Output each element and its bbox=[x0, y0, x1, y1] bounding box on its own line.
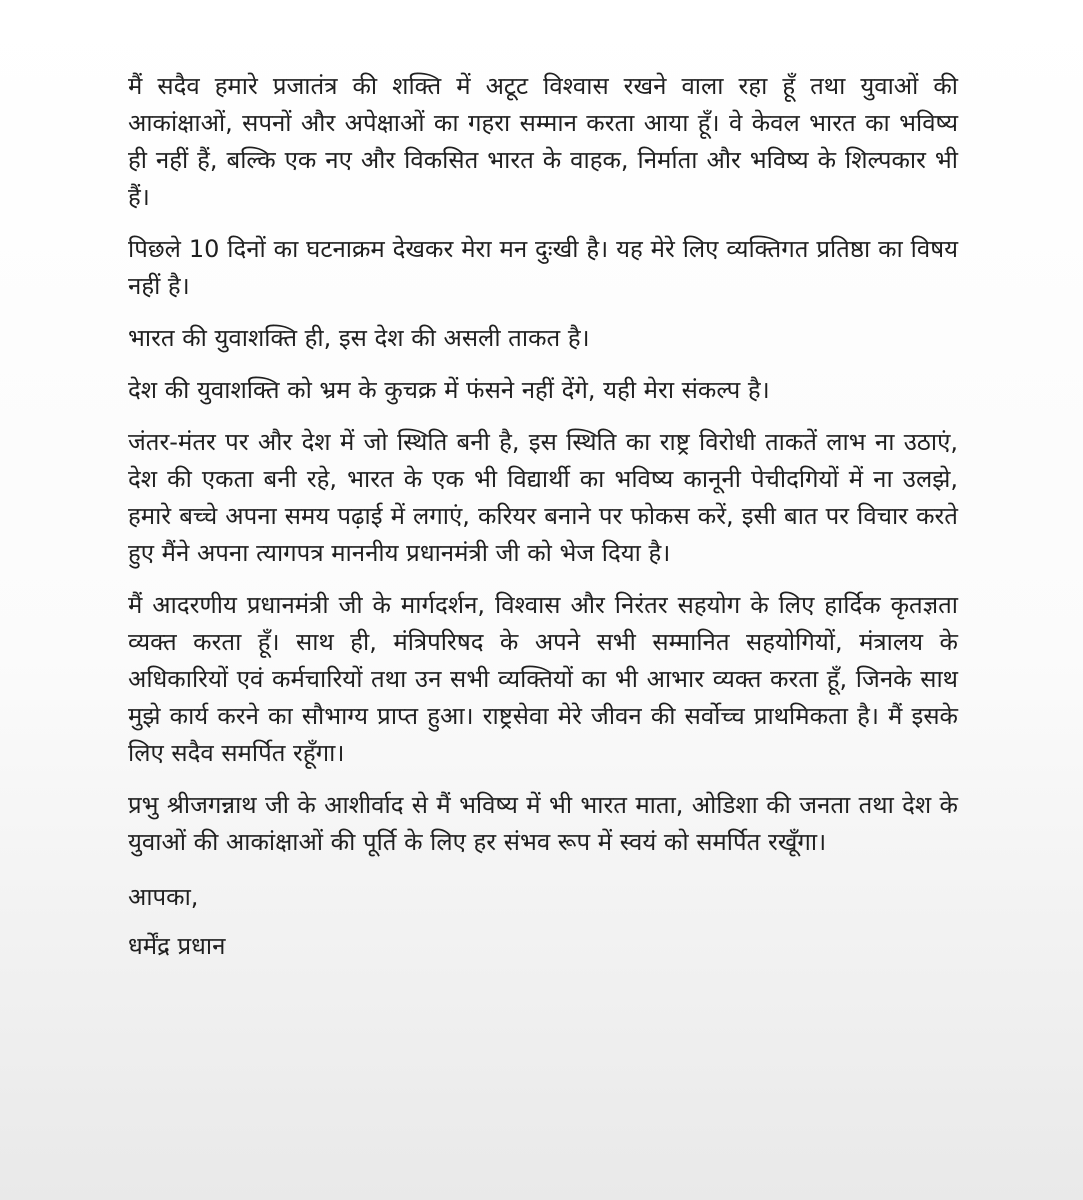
paragraph-last-ten-days: पिछले 10 दिनों का घटनाक्रम देखकर मेरा मन दुःखी है। यह मेरे लिए व्यक्तिगत प्रतिष्ठा का विषय नहीं है। bbox=[128, 235, 958, 300]
paragraph-resolve: देश की युवाशक्ति को भ्रम के कुचक्र में फंसने नहीं देंगे, यही मेरा संकल्प है। bbox=[128, 376, 770, 404]
letter-closing: आपका, bbox=[128, 883, 199, 911]
paragraph-democracy-youth: मैं सदैव हमारे प्रजातंत्र की शक्ति में अटूट विश्वास रखने वाला रहा हूँ तथा युवाओं की आकांक्षाओं, सपनों और अपेक्षाओं का गहरा सम्मान करता आया हूँ। वे केवल भारत का भविष्य ही नहीं हैं, बल्कि एक नए और विकसित भारत के वाहक, निर्माता और भविष्य के शिल्पकार भी हैं। bbox=[128, 72, 958, 211]
paragraph-youth-power: भारत की युवाशक्ति ही, इस देश की असली ताकत है। bbox=[128, 324, 590, 352]
letter-signature: धर्मेंद्र प्रधान bbox=[128, 932, 226, 960]
paragraph-resignation: जंतर-मंतर पर और देश में जो स्थिति बनी है, इस स्थिति का राष्ट्र विरोधी ताकतें लाभ ना उठाएं, देश की एकता बनी रहे, भारत के एक भी विद्यार्थी का भविष्य कानूनी पेचीदगियों में ना उलझे, हमारे बच्चे अपना समय पढ़ाई में लगाएं, करियर बनाने पर फोकस करें, इसी बात पर विचार करते हुए मैंने अपना त्यागपत्र माननीय प्रधानमंत्री जी को भेज दिया है। bbox=[128, 428, 958, 567]
letter-body bbox=[128, 68, 958, 965]
paragraph-blessings: प्रभु श्रीजगन्नाथ जी के आशीर्वाद से मैं भविष्य में भी भारत माता, ओडिशा की जनता तथा देश के युवाओं की आकांक्षाओं की पूर्ति के लिए हर संभव रूप में स्वयं को समर्पित रखूँगा। bbox=[128, 791, 958, 856]
paragraph-gratitude: मैं आदरणीय प्रधानमंत्री जी के मार्गदर्शन, विश्वास और निरंतर सहयोग के लिए हार्दिक कृतज्ञता व्यक्त करता हूँ। साथ ही, मंत्रिपरिषद के अपने सभी सम्मानित सहयोगियों, मंत्रालय के अधिकारियों एवं कर्मचारियों तथा उन सभी व्यक्तियों का भी आभार व्यक्त करता हूँ, जिनके साथ मुझे कार्य करने का सौभाग्य प्राप्त हुआ। राष्ट्रसेवा मेरे जीवन की सर्वोच्च प्राथमिकता है। मैं इसके लिए सदैव समर्पित रहूँगा। bbox=[128, 591, 958, 767]
